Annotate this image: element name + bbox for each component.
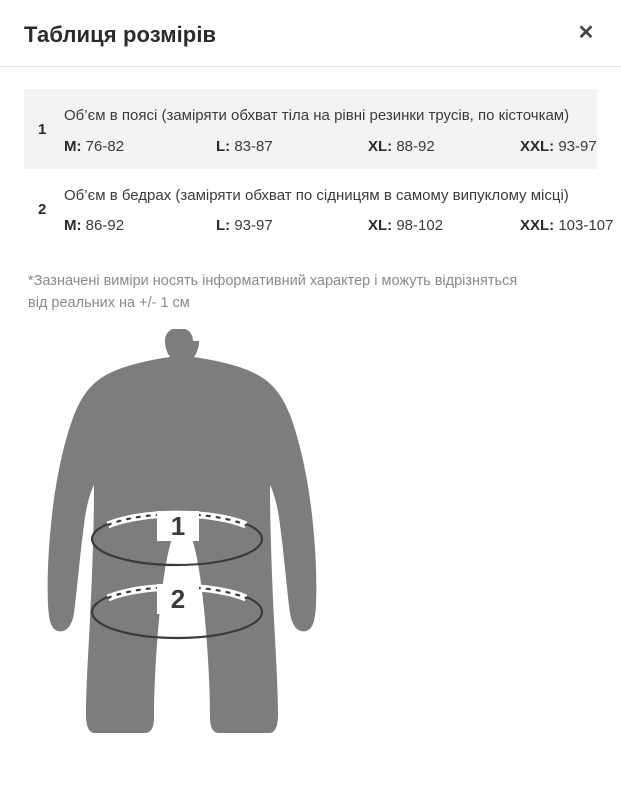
modal-header — [0, 0, 621, 67]
size-label-l: L: — [216, 217, 231, 234]
size-cell-xxl — [520, 138, 597, 155]
close-icon[interactable]: ✕ — [577, 22, 595, 44]
size-label-xxl: XXL: — [520, 217, 555, 234]
size-label-xl: XL: — [368, 217, 393, 234]
row-number: 2 — [38, 200, 47, 218]
body-diagram-svg — [0, 329, 621, 734]
size-label-m: M: — [64, 217, 82, 234]
size-cell-m — [64, 138, 216, 155]
hips-label: 2 — [170, 583, 186, 614]
size-cell-xl — [368, 217, 520, 234]
size-values — [64, 217, 613, 234]
waist-label: 1 — [170, 510, 186, 541]
size-cell-l — [216, 217, 368, 234]
size-value-l: 83-87 — [234, 137, 273, 155]
row-content — [64, 105, 597, 155]
size-value-m: 76-82 — [85, 137, 125, 155]
row-content — [64, 185, 613, 235]
size-label-xl: XL: — [368, 137, 393, 155]
size-value-xxl: 93-97 — [558, 137, 597, 155]
page-title: Таблиця розмірів — [24, 22, 217, 47]
measurement-row-hips — [24, 169, 614, 249]
size-label-m: M: — [64, 137, 82, 155]
row-number: 1 — [38, 121, 47, 138]
size-cell-xl — [368, 138, 520, 155]
size-label-xxl: XXL: — [520, 137, 555, 155]
measurement-description: Об’єм в поясі (заміряти обхват тіла на рівні резинки трусів, по кісточкам) — [64, 107, 570, 124]
size-value-xl: 98-102 — [396, 217, 444, 234]
modal-body — [0, 67, 621, 315]
measurement-description: Об’єм в бедрах (заміряти обхват по сідницям в самому випуклому місці) — [64, 186, 569, 204]
size-value-xxl: 103-107 — [558, 217, 614, 234]
size-label-l: L: — [216, 137, 231, 155]
size-value-l: 93-97 — [234, 217, 273, 234]
measurement-row-waist — [24, 89, 597, 169]
size-values — [64, 138, 597, 155]
size-value-m: 86-92 — [85, 217, 125, 234]
size-value-xl: 88-92 — [396, 137, 435, 155]
size-cell-m — [64, 217, 216, 234]
disclaimer-note: *Зазначені виміри носять інформативний характер і можуть відрізняться від реальних на +/- 1 см — [28, 273, 518, 312]
body-figure — [0, 329, 621, 734]
size-cell-xxl — [520, 217, 613, 234]
size-cell-l — [216, 138, 368, 155]
